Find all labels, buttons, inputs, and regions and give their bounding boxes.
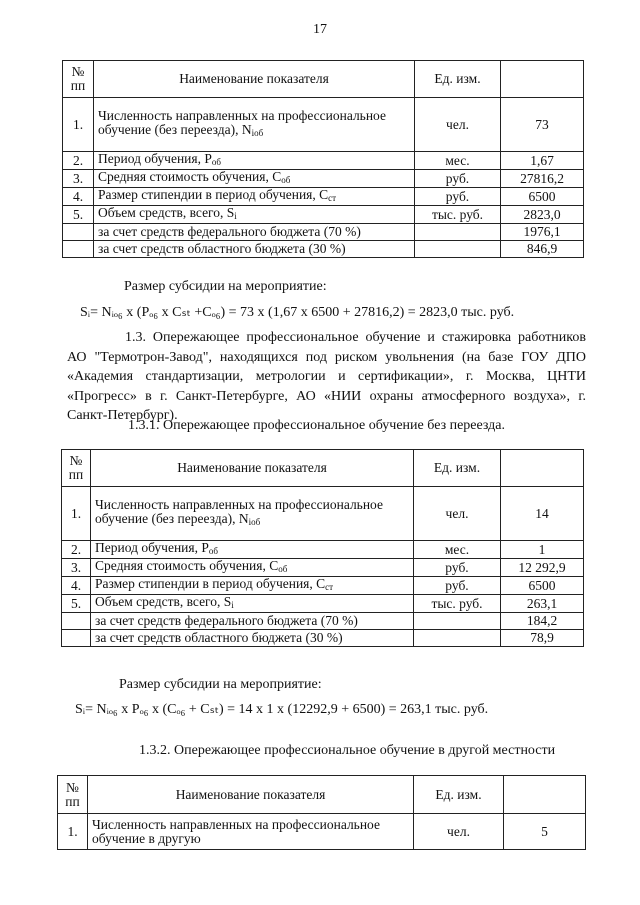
table-row (62, 595, 584, 613)
row-unit: чел. (415, 98, 501, 152)
table-row (63, 206, 584, 224)
row-num: 2. (62, 541, 91, 559)
row-name: Размер стипендии в период обучения, $С_{ст}$ (94, 188, 415, 206)
header-unit: Ед. изм. (414, 776, 504, 814)
row-num: 1. (58, 814, 88, 850)
section-1-3-paragraph: 1.3. Опережающее профессиональное обучение и стажировка работников АО "Термотрон-Завод", находящихся под риском увольнения (на базе ГОУ ДПО «Академия стандартизации, метрологии и сертификации», г. Москва, ЦНТИ «Прогресс» в г. Санкт-Петербурге, АО «НИИ охраны атмосферного воздуха», г. Санкт-Петербург). (67, 330, 586, 423)
table-row (62, 613, 584, 630)
row-name: Численность направленных на профессиональное обучение (без переезда), $N_{iоб}$ (94, 98, 415, 152)
row-unit: мес. (414, 541, 501, 559)
row-num (63, 224, 94, 241)
row-name: Объем средств, всего, $S_i$ (94, 206, 415, 224)
formula-2: Sᵢ= Nᵢₒ₆ x Pₒ₆ x (Cₒ₆ + Cₛₜ) = 14 x 1 x (12292,9 + 6500) = 263,1 тыс. руб. (75, 702, 489, 717)
row-name: за счет средств федерального бюджета (70 %) (91, 613, 414, 630)
row-value: 846,9 (501, 241, 584, 258)
row-name: Период обучения, $Р_{об}$ (91, 541, 414, 559)
row-num: 2. (63, 152, 94, 170)
row-num: 5. (62, 595, 91, 613)
row-name: Средняя стоимость обучения, $С_{об}$ (91, 559, 414, 577)
subsidy-label-2: Размер субсидии на мероприятие: (119, 677, 322, 692)
row-unit: чел. (414, 814, 504, 850)
row-value: 1,67 (501, 152, 584, 170)
indicators-table-1 (62, 60, 584, 258)
table-row (62, 577, 584, 595)
row-unit: руб. (415, 188, 501, 206)
row-unit: руб. (415, 170, 501, 188)
table-row (63, 170, 584, 188)
table-header-row (58, 776, 586, 814)
table-row (63, 224, 584, 241)
formula-1: Sᵢ= Nᵢₒ₆ x (Pₒ₆ x Cₛₜ +Cₒ₆) = 73 x (1,67 x 6500 + 27816,2) = 2823,0 тыс. руб. (80, 305, 515, 320)
header-value (501, 61, 584, 98)
row-unit: тыс. руб. (414, 595, 501, 613)
header-unit: Ед. изм. (414, 450, 501, 487)
row-value: 184,2 (501, 613, 584, 630)
row-unit: мес. (415, 152, 501, 170)
page-number: 17 (313, 22, 327, 37)
table-row (63, 241, 584, 258)
table-row (62, 559, 584, 577)
header-value (504, 776, 586, 814)
table-row (63, 188, 584, 206)
row-value: 12 292,9 (501, 559, 584, 577)
row-unit (415, 224, 501, 241)
row-value: 73 (501, 98, 584, 152)
row-num: 3. (62, 559, 91, 577)
indicators-table-3 (57, 775, 586, 850)
section-1-3-2-heading: 1.3.2. Опережающее профессиональное обучение в другой местности (139, 743, 556, 758)
table-row (62, 487, 584, 541)
header-name: Наименование показателя (94, 61, 415, 98)
row-unit: руб. (414, 559, 501, 577)
row-num (62, 613, 91, 630)
header-num: № пп (58, 776, 88, 814)
row-name: Численность направленных на профессиональное обучение в другую (88, 814, 414, 850)
row-value: 5 (504, 814, 586, 850)
row-value: 1976,1 (501, 224, 584, 241)
subsidy-label-1: Размер субсидии на мероприятие: (124, 279, 327, 294)
row-name: Объем средств, всего, $S_i$ (91, 595, 414, 613)
row-name: Средняя стоимость обучения, $С_{об}$ (94, 170, 415, 188)
header-num: № пп (62, 450, 91, 487)
row-unit: тыс. руб. (415, 206, 501, 224)
table-row (62, 541, 584, 559)
row-num (62, 630, 91, 647)
row-value: 263,1 (501, 595, 584, 613)
table-row (58, 814, 586, 850)
row-num: 1. (62, 487, 91, 541)
header-name: Наименование показателя (91, 450, 414, 487)
row-unit (414, 613, 501, 630)
row-unit: чел. (414, 487, 501, 541)
row-value: 1 (501, 541, 584, 559)
row-value: 6500 (501, 577, 584, 595)
row-num: 5. (63, 206, 94, 224)
header-value (501, 450, 584, 487)
row-value: 2823,0 (501, 206, 584, 224)
row-value: 14 (501, 487, 584, 541)
row-value: 27816,2 (501, 170, 584, 188)
table-row (62, 630, 584, 647)
section-1-3-1-heading: 1.3.1. Опережающее профессиональное обучение без переезда. (128, 418, 506, 433)
row-name: Численность направленных на профессиональное обучение (без переезда), $N_{iоб}$ (91, 487, 414, 541)
table-row (63, 98, 584, 152)
row-name: за счет средств областного бюджета (30 %) (91, 630, 414, 647)
row-value: 6500 (501, 188, 584, 206)
row-name: за счет средств федерального бюджета (70 %) (94, 224, 415, 241)
indicators-table-2 (61, 449, 584, 647)
table-header-row (63, 61, 584, 98)
row-unit (414, 630, 501, 647)
table-header-row (62, 450, 584, 487)
row-name: Период обучения, $Р_{об}$ (94, 152, 415, 170)
row-num: 1. (63, 98, 94, 152)
row-unit: руб. (414, 577, 501, 595)
row-unit (415, 241, 501, 258)
row-name: за счет средств областного бюджета (30 %) (94, 241, 415, 258)
row-num (63, 241, 94, 258)
header-num: № пп (63, 61, 94, 98)
row-value: 78,9 (501, 630, 584, 647)
header-unit: Ед. изм. (415, 61, 501, 98)
row-num: 4. (63, 188, 94, 206)
table-row (63, 152, 584, 170)
row-num: 4. (62, 577, 91, 595)
row-num: 3. (63, 170, 94, 188)
row-name: Размер стипендии в период обучения, $С_{ст}$ (91, 577, 414, 595)
header-name: Наименование показателя (88, 776, 414, 814)
